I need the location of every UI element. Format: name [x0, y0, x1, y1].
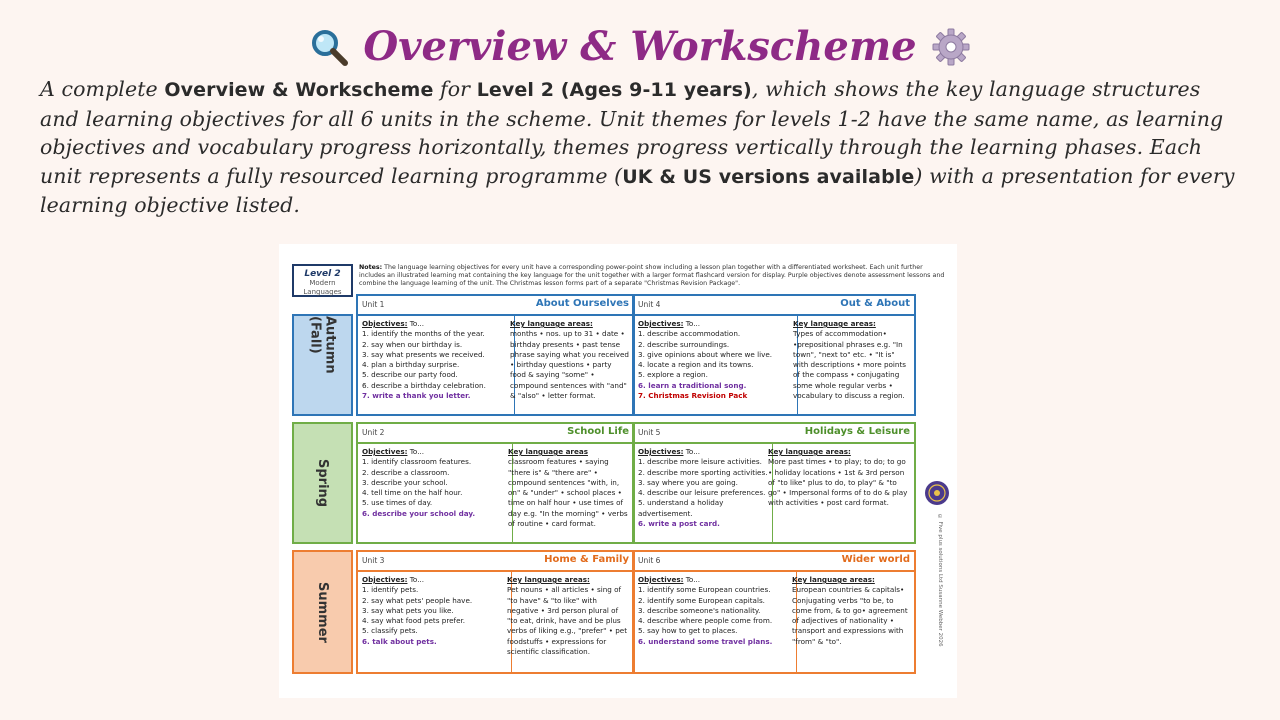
objective-item: 2. describe a classroom.: [362, 467, 450, 477]
unit-title: School Life: [567, 426, 629, 437]
unit-header: [358, 552, 633, 572]
key-language-text: Pet nouns • all articles • sing of "to have" & "to like" with negative • 3rd person plural of "to eat, drink, have and be plus verbs of liking e.g., "prefer" • pet foodstuffs • expressions for scientific classification.: [507, 585, 628, 657]
objectives-list: [638, 457, 768, 529]
copyright-notice: © Five plus solutions Ltd Susanne Webber 2026: [937, 514, 943, 647]
objective-item: 1. identify pets.: [362, 585, 419, 595]
key-language-column: [506, 316, 633, 414]
objectives-list: [362, 585, 507, 647]
season-summer: Summer: [292, 550, 353, 674]
objectives-label: Objectives:: [362, 319, 408, 328]
unit-header: [358, 424, 633, 444]
page-title-text: Overview & Workscheme: [363, 23, 917, 70]
unit-box: [356, 422, 635, 544]
objective-item: 3. say where you are going.: [638, 477, 738, 487]
objective-item: 5. classify pets.: [362, 626, 418, 636]
objective-item: 2. describe more sporting activities.: [638, 467, 768, 477]
unit-number: Unit 2: [362, 428, 385, 437]
objective-item: 4. tell time on the half hour.: [362, 488, 463, 498]
intro-run: UK & US versions available: [622, 165, 915, 188]
objectives-label: Objectives:: [362, 575, 408, 584]
unit-number: Unit 5: [638, 428, 661, 437]
intro-paragraph: [40, 75, 1245, 220]
objective-item: 4. describe where people come from.: [638, 616, 773, 626]
level-box: [292, 264, 353, 297]
objective-item: 1. describe accommodation.: [638, 329, 741, 339]
objectives-suffix: To...: [407, 319, 425, 328]
key-language-text: classroom features • saying "there is" & "there are" • compound sentences "with, in, on" & "under" • school places • time on half hour • use times of day e.g. "In the morning" • verbs of routine • card format.: [508, 457, 628, 529]
unit-title: Home & Family: [544, 554, 629, 565]
season-spring: Spring: [292, 422, 353, 544]
unit-title: Holidays & Leisure: [804, 426, 910, 437]
objectives-column: [634, 316, 798, 414]
objectives-column: [634, 572, 797, 672]
unit-number: Unit 1: [362, 300, 385, 309]
objectives-list: [638, 585, 792, 647]
key-language-label: Key language areas: [508, 447, 588, 456]
objective-item: 2. say what pets' people have.: [362, 595, 473, 605]
unit-header: [634, 296, 914, 316]
objectives-list: [362, 329, 510, 401]
unit-box: [632, 422, 916, 544]
title-row: [0, 22, 1280, 72]
objective-item: 5. describe our party food.: [362, 370, 458, 380]
objectives-column: [634, 444, 773, 542]
key-language-label: Key language areas:: [510, 319, 593, 328]
objective-item: 7. Christmas Revision Pack: [638, 391, 748, 401]
objective-item: 6. understand some travel plans.: [638, 636, 773, 646]
key-language-label: Key language areas:: [507, 575, 590, 584]
level-title: Level 2: [304, 269, 341, 279]
unit-number: Unit 6: [638, 556, 661, 565]
key-language-label: Key language areas:: [768, 447, 851, 456]
unit-number: Unit 4: [638, 300, 661, 309]
page-title: [309, 22, 970, 72]
key-language-column: [789, 316, 914, 414]
key-language-column: [764, 444, 914, 542]
intro-run: Level 2 (Ages 9-11 years): [476, 79, 752, 101]
unit-header: [634, 552, 914, 572]
objective-item: 2. say when our birthday is.: [362, 339, 463, 349]
objective-item: 5. use times of day.: [362, 498, 433, 508]
notes: [359, 264, 949, 288]
objective-item: 7. write a thank you letter.: [362, 391, 471, 401]
intro-run: for: [433, 77, 477, 101]
objectives-label: Objectives:: [638, 319, 684, 328]
objective-item: 4. locate a region and its towns.: [638, 360, 754, 370]
unit-title: Out & About: [840, 298, 910, 309]
objective-item: 3. say what pets you like.: [362, 605, 454, 615]
objective-item: 4. describe our leisure preferences.: [638, 488, 766, 498]
objective-item: 3. describe your school.: [362, 477, 448, 487]
gear-icon: [931, 27, 971, 67]
key-language-column: [503, 572, 633, 672]
workscheme-document: [279, 244, 957, 698]
objective-item: 6. write a post card.: [638, 519, 720, 529]
key-language-text: Types of accommodation• •prepositional phrases e.g. "In town", "next to" etc. • "It is" with descriptions • more points of the compass • conjugating some whole regular verbs • vocabulary to discuss a region.: [793, 329, 907, 401]
objectives-column: [358, 444, 513, 542]
objective-item: 4. say what food pets prefer.: [362, 616, 466, 626]
objective-item: 3. give opinions about where we live.: [638, 349, 773, 359]
objectives-suffix: To...: [683, 447, 701, 456]
objective-item: 3. describe someone's nationality.: [638, 605, 761, 615]
key-language-label: Key language areas:: [792, 575, 875, 584]
objectives-column: [358, 316, 515, 414]
key-language-column: [788, 572, 914, 672]
objectives-suffix: To...: [683, 575, 701, 584]
intro-run: , which shows the key language structures and learning objectives for all 6 units in the scheme. Unit themes for levels 1-2 have the same name, as learning objectives and vocabulary progress horizontally, themes progress vertically through the learning phases. Each unit represents a fully resourced learning programme (: [40, 77, 1224, 188]
objectives-label: Objectives:: [638, 575, 684, 584]
objectives-label: Objectives:: [362, 447, 408, 456]
unit-box: [632, 294, 916, 416]
unit-box: [356, 550, 635, 674]
season-autumn: Autumn (Fall): [292, 314, 353, 416]
objective-item: 4. plan a birthday surprise.: [362, 360, 460, 370]
objective-item: 2. describe surroundings.: [638, 339, 730, 349]
objectives-suffix: To...: [683, 319, 701, 328]
unit-title: Wider world: [841, 554, 910, 565]
objective-item: 1. identify the months of the year.: [362, 329, 485, 339]
publisher-logo: [924, 480, 950, 506]
objective-item: 6. learn a traditional song.: [638, 380, 747, 390]
key-language-text: months • nos. up to 31 • date • birthday presents • past tense phrase saying what you received • birthday questions • party food & saying "some" • compound sentences with "and" & "also" • letter format.: [510, 329, 629, 401]
notes-text: The language learning objectives for every unit have a corresponding power-point show including a lesson plan together with a differentiated worksheet. Each unit further includes an illustrated learning mat containing the key language for the unit together with a larger format flashcard version for display. Purple objectives denote assessment lessons and combine the language learning of the unit. The Christmas lesson forms part of a separate "Christmas Revision Package".: [359, 264, 945, 287]
objective-item: 1. identify classroom features.: [362, 457, 472, 467]
unit-title: About Ourselves: [535, 298, 629, 309]
key-language-text: More past times • to play; to do; to go • holiday locations • 1st & 3rd person of "to like" plus to do, to play" & "to go" • Impersonal forms of to do & play with activities • post card format.: [768, 457, 908, 508]
key-language-label: Key language areas:: [793, 319, 876, 328]
intro-run: ) with a presentation for every learning objective listed.: [40, 163, 1235, 218]
objective-item: 6. describe a birthday celebration.: [362, 380, 486, 390]
unit-box: [356, 294, 635, 416]
objectives-list: [638, 329, 793, 401]
intro-run: A complete: [40, 77, 165, 101]
objective-item: 5. explore a region.: [638, 370, 708, 380]
objectives-column: [358, 572, 512, 672]
objectives-list: [362, 457, 508, 519]
key-language-text: European countries & capitals• Conjugating verbs "to be, to come from, & to go• agreement of adjectives of nationality • transport and expressions with "from" & "to".: [792, 585, 908, 646]
level-subtitle: Modern Languages: [303, 279, 342, 296]
objective-item: 1. identify some European countries.: [638, 585, 771, 595]
intro-run: Overview & Workscheme: [164, 79, 434, 101]
unit-header: [358, 296, 633, 316]
notes-label: Notes:: [359, 264, 383, 271]
objectives-suffix: To...: [407, 447, 425, 456]
objective-item: 1. describe more leisure activities.: [638, 457, 762, 467]
magnifier-icon: [309, 27, 349, 67]
objective-item: 5. understand a holiday advertisement.: [638, 498, 724, 518]
objective-item: 5. say how to get to places.: [638, 626, 738, 636]
objective-item: 6. describe your school day.: [362, 508, 476, 518]
objectives-label: Objectives:: [638, 447, 684, 456]
objective-item: 3. say what presents we received.: [362, 349, 485, 359]
unit-number: Unit 3: [362, 556, 385, 565]
objective-item: 6. talk about pets.: [362, 636, 437, 646]
objective-item: 2. identify some European capitals.: [638, 595, 765, 605]
key-language-column: [504, 444, 633, 542]
unit-box: [632, 550, 916, 674]
objectives-suffix: To...: [407, 575, 425, 584]
unit-header: [634, 424, 914, 444]
